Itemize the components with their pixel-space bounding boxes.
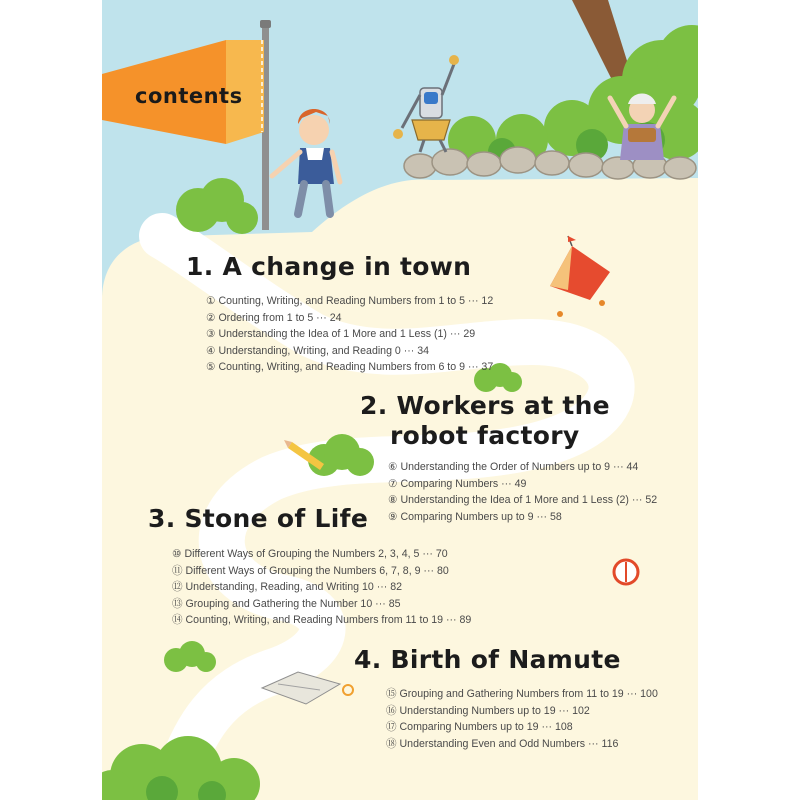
contents-title: contents (135, 84, 243, 108)
chapter-4-heading: 4. Birth of Namute (354, 645, 621, 674)
compass-drawing (614, 560, 638, 584)
lesson-item[interactable]: ① Counting, Writing, and Reading Numbers from 1 to 5 ··· 12 (206, 295, 494, 307)
chapter-2-lessons (388, 459, 657, 525)
lesson-item[interactable]: ⑩ Different Ways of Grouping the Numbers 2, 3, 4, 5 ··· 70 (172, 548, 448, 560)
chapter-4-lessons (386, 686, 658, 752)
lesson-item[interactable]: ⑤ Counting, Writing, and Reading Numbers from 6 to 9 ··· 37 (206, 361, 494, 374)
lesson-item[interactable]: ⑬ Grouping and Gathering the Number 10 ··· 85 (172, 597, 401, 610)
lesson-item[interactable]: ⑰ Comparing Numbers up to 19 ··· 108 (386, 721, 573, 734)
chapter-3-heading: 3. Stone of Life (148, 504, 369, 533)
chapter-2-heading-line1: 2. Workers at the (360, 391, 610, 420)
lesson-item[interactable]: ⑱ Understanding Even and Odd Numbers ··· 116 (386, 737, 619, 750)
lesson-item[interactable]: ⑦ Comparing Numbers ··· 49 (388, 477, 527, 490)
chapter-3-lessons (172, 546, 471, 629)
contents-page (102, 0, 698, 800)
lesson-item[interactable]: ⑧ Understanding the Idea of 1 More and 1 Less (2) ··· 52 (388, 494, 658, 507)
lesson-item[interactable]: ② Ordering from 1 to 5 ··· 24 (206, 311, 342, 324)
lesson-item[interactable]: ④ Understanding, Writing, and Reading 0 ··· 34 (206, 344, 430, 357)
lesson-item[interactable]: ③ Understanding the Idea of 1 More and 1 Less (1) ··· 29 (206, 328, 476, 341)
chapter-1-lessons (206, 293, 493, 376)
chapter-2-heading-line2: robot factory (390, 421, 580, 450)
left-bush (176, 178, 258, 234)
lesson-item[interactable]: ⑯ Understanding Numbers up to 19 ··· 102 (386, 704, 590, 717)
lesson-item[interactable]: ⑭ Counting, Writing, and Reading Numbers from 11 to 19 ··· 89 (172, 614, 472, 627)
lesson-item[interactable]: ⑮ Grouping and Gathering Numbers from 11 to 19 ··· 100 (386, 688, 658, 700)
lesson-item[interactable]: ⑪ Different Ways of Grouping the Numbers 6, 7, 8, 9 ··· 80 (172, 564, 449, 577)
lesson-item[interactable]: ⑨ Comparing Numbers up to 9 ··· 58 (388, 510, 562, 523)
chapter-1-heading: 1. A change in town (186, 252, 472, 281)
boy-figure (272, 109, 340, 214)
lesson-item[interactable]: ⑫ Understanding, Reading, and Writing 10 ··· 82 (172, 581, 403, 594)
lesson-item[interactable]: ⑥ Understanding the Order of Numbers up to 9 ··· 44 (388, 461, 639, 473)
